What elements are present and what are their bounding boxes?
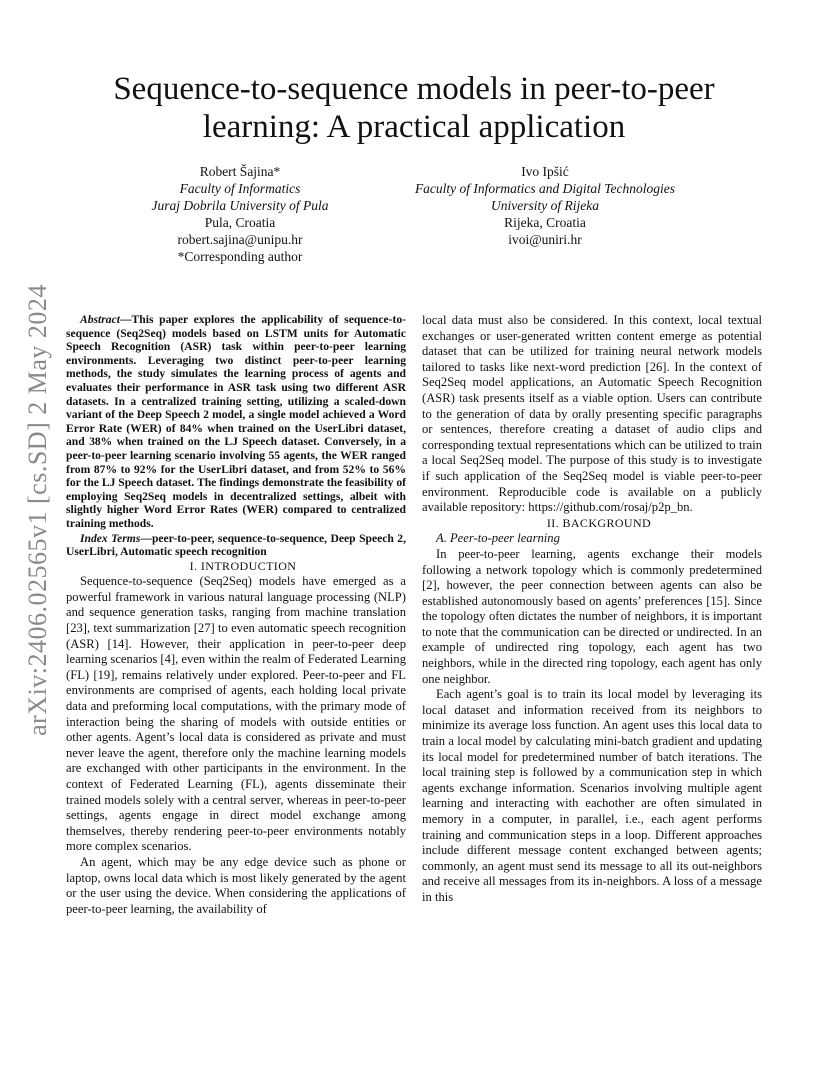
section-heading-background: II. BACKGROUND	[546, 515, 652, 530]
author-affiliation-line: Faculty of Informatics and Digital Technologies	[414, 181, 676, 196]
author-location: Pula, Croatia	[204, 215, 276, 230]
index-terms-text: —peer-to-peer, sequence-to-sequence, Deep Speech 2, UserLibri, Automatic speech recognition	[66, 531, 406, 559]
paper-title: Sequence-to-sequence models in peer-to-peer learning: A practical application	[113, 71, 715, 145]
author-affiliation-line: Juraj Dobrila University of Pula	[151, 198, 329, 213]
author-name: Robert Šajina*	[199, 164, 281, 179]
author-affiliation-line: University of Rijeka	[491, 198, 599, 213]
intro-paragraph-continued: local data must also be considered. In this context, local textual exchanges or user-generated written content emerge as potential dataset that can be utilized for training neural network models tailored to tasks like next-word prediction [26]. In the context of Seq2Seq model applications, an Automatic Speech Recognition (ASR) task presents itself as a viable option. Users can contribute to the generation of data by orally presenting specific paragraphs or sentences, therefore creating a dataset of audio clips and corresponding textual representations which can be utilized to train a local Seq2Seq model. The purpose of this study is to investigate if such application of the Seq2Seq model is viable peer-to-peer environment. Reproducible code is available on a publicly available repository: https://github.com/rosaj/p2p_bn.	[422, 313, 762, 515]
background-paragraph: In peer-to-peer learning, agents exchange their models following a network topology which is commonly predetermined [2], however, the peer connection between agents can also be established autonomously based on agents’ preferences [15]. Since the topology often dictates the number of neighbors, it is important to note that the communication can be directed or undirected. In an example of undirected ring topology, each agent has two neighbors, while in the directed ring topology, each agent has only one neighbor.	[422, 546, 762, 686]
index-terms-lead: Index Terms	[80, 531, 141, 545]
section-heading-introduction: I. INTRODUCTION	[189, 558, 297, 573]
intro-paragraph: Sequence-to-sequence (Seq2Seq) models have emerged as a powerful framework in various natural language processing (NLP) and sequence generation tasks, ranging from machine translation [23], text summarization [27] to even automatic speech recognition (ASR) [14]. However, their application in peer-to-peer deep learning scenarios [4], even within the realm of Federated Learning (FL) [19], remains relatively under explored. Peer-to-peer and FL environments are comprised of agents, each holding local private data and preforming local computations, with the primary mode of interaction being the sharing of models with outside entities or other agents. Agent’s local data is considered as private and must never leave the agent, therefore only the machine learning models are exchanged with other participants in the environment. In the context of Federated Learning (FL), agents disseminate their trained models solely with a central server, whereas in peer-to-peer settings, agents engage in direct model exchange among themselves, thereby rendering peer-to-peer environments notably more complex scenarios.	[66, 574, 406, 854]
right-column	[422, 313, 762, 906]
author-location: Rijeka, Croatia	[504, 215, 586, 230]
background-paragraph: Each agent’s goal is to train its local model by leveraging its local dataset and information received from its neighbors to minimize its average loss function. An agent uses this local data to train a local model by calculating mini-batch gradient and updating its local model for predetermined number of batch iterations. The local training step is followed by a communication step in which agents exchange information. Scenarios involving multiple agent learning and interacting with eachother are often simulated in memory in a computer, in parallel, i.e., each agent performs training and communication steps in a loop. Different approaches include different message content exchanged between agents; commonly, an agent must send its message to all its out-neighbors and receive all messages from its in-neighbors. A loss of a message in this	[422, 687, 762, 904]
author-affiliation-line: Faculty of Informatics	[179, 181, 301, 196]
abstract-text: —This paper explores the applicability of sequence-to-sequence (Seq2Seq) models based on LSTM units for Automatic Speech Recognition (ASR) task within peer-to-peer learning environments. Leveraging two distinct peer-to-peer learning methods, the study simulates the learning process of agents and evaluates their performance in ASR task using two different ASR datasets. In a centralized training setting, utilizing a scaled-down variant of the Deep Speech 2 model, a single model achieved a Word Error Rate (WER) of 84% when trained on the UserLibri dataset, and 38% when trained on the LJ Speech dataset. Conversely, in a peer-to-peer learning scenario involving 55 agents, the WER ranged from 87% to 92% for the UserLibri dataset, and from 52% to 56% for the LJ Speech dataset. The findings demonstrate the feasibility of employing Seq2Seq models in decentralized settings, albeit with slightly higher Word Error Rates (WER) compared to centralized training methods.	[66, 313, 406, 530]
author-block-2	[400, 163, 690, 248]
left-column	[66, 313, 406, 917]
corresponding-author-note: *Corresponding author	[177, 249, 303, 264]
arxiv-identifier	[24, 285, 52, 735]
author-email: robert.sajina@unipu.hr	[177, 232, 303, 247]
abstract	[66, 313, 406, 531]
author-email: ivoi@uniri.hr	[508, 232, 582, 247]
arxiv-identifier-text: arXiv:2406.02565v1 [cs.SD] 2 May 2024	[23, 284, 52, 736]
index-terms	[66, 532, 406, 559]
subsection-heading-p2p: A. Peer-to-peer learning	[436, 531, 560, 546]
abstract-lead: Abstract	[80, 313, 120, 326]
author-block-1	[130, 163, 350, 265]
intro-paragraph: An agent, which may be any edge device such as phone or laptop, owns local data which is most likely generated by the agent or the user using the device. When considering the applications of peer-to-peer learning, the availability of	[66, 854, 406, 916]
author-name: Ivo Ipšić	[521, 164, 569, 179]
